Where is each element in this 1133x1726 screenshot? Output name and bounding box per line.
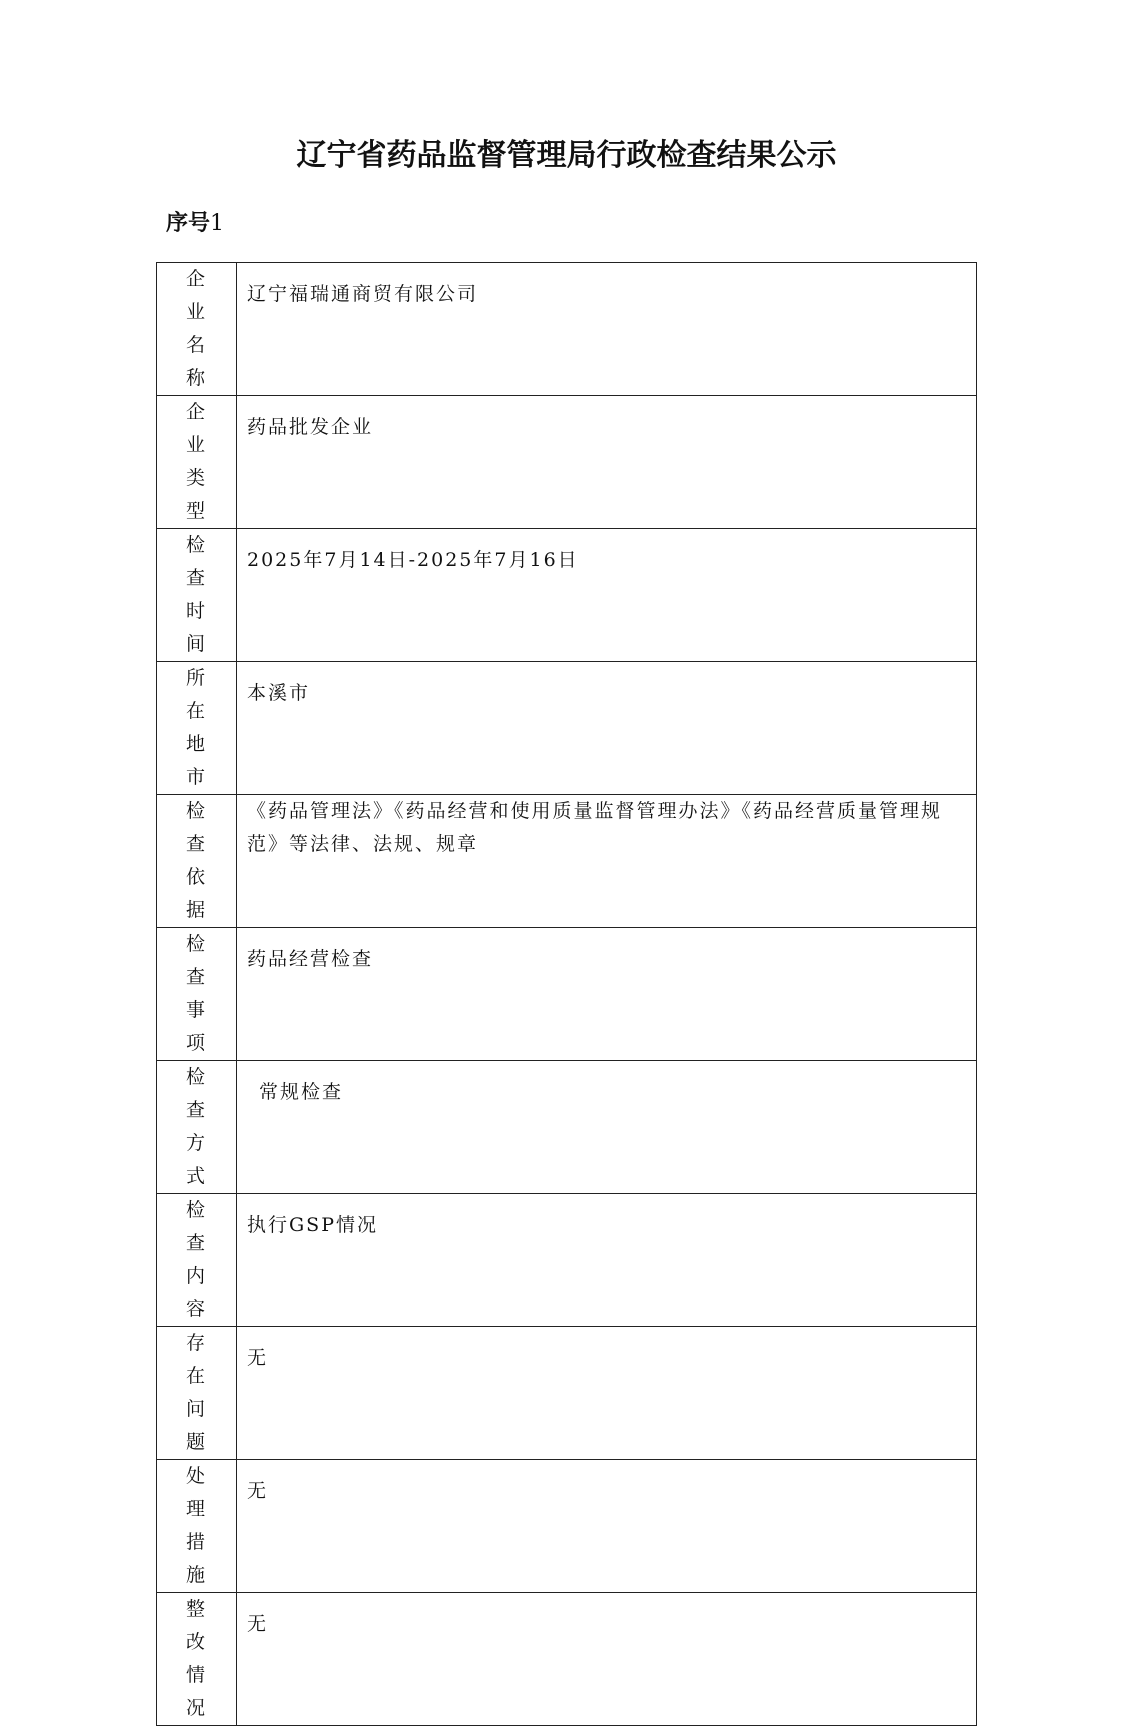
row-label-measures-taken: 处理措施 — [157, 1460, 237, 1593]
row-label-inspection-time: 检查时间 — [157, 529, 237, 662]
row-label-company-type: 企业类型 — [157, 396, 237, 529]
table-row — [157, 662, 977, 795]
table-row — [157, 263, 977, 396]
row-value-rectification-status: 无 — [237, 1593, 977, 1726]
row-value-issues-found: 无 — [237, 1327, 977, 1460]
table-row — [157, 928, 977, 1061]
sequence-label-text: 序号 — [166, 210, 211, 236]
sequence-number: 1 — [210, 211, 225, 236]
table-row — [157, 1327, 977, 1460]
table-row — [157, 396, 977, 529]
row-value-city: 本溪市 — [237, 662, 977, 795]
row-label-inspection-content: 检查内容 — [157, 1194, 237, 1327]
table-row — [157, 529, 977, 662]
inspection-result-table — [156, 262, 977, 1726]
table-row — [157, 795, 977, 928]
sequence-label — [166, 206, 224, 237]
row-value-inspection-time: 2025年7月14日-2025年7月16日 — [237, 529, 977, 662]
row-label-city: 所在地市 — [157, 662, 237, 795]
row-label-company-name: 企业名称 — [157, 263, 237, 396]
table-row — [157, 1061, 977, 1194]
row-label-inspection-item: 检查事项 — [157, 928, 237, 1061]
row-label-rectification-status: 整改情况 — [157, 1593, 237, 1726]
table-row — [157, 1194, 977, 1327]
page-title: 辽宁省药品监督管理局行政检查结果公示 — [296, 138, 837, 173]
row-label-inspection-method: 检查方式 — [157, 1061, 237, 1194]
table-row — [157, 1593, 977, 1726]
row-value-inspection-basis: 《药品管理法》《药品经营和使用质量监督管理办法》《药品经营质量管理规范》等法律、法规、规章 — [237, 795, 977, 928]
row-value-measures-taken: 无 — [237, 1460, 977, 1593]
row-value-inspection-content: 执行GSP情况 — [237, 1194, 977, 1327]
row-value-company-type: 药品批发企业 — [237, 396, 977, 529]
row-label-inspection-basis: 检查依据 — [157, 795, 237, 928]
row-value-inspection-item: 药品经营检查 — [237, 928, 977, 1061]
table-row — [157, 1460, 977, 1593]
row-value-company-name: 辽宁福瑞通商贸有限公司 — [237, 263, 977, 396]
row-label-issues-found: 存在问题 — [157, 1327, 237, 1460]
row-value-inspection-method: 常规检查 — [237, 1061, 977, 1194]
